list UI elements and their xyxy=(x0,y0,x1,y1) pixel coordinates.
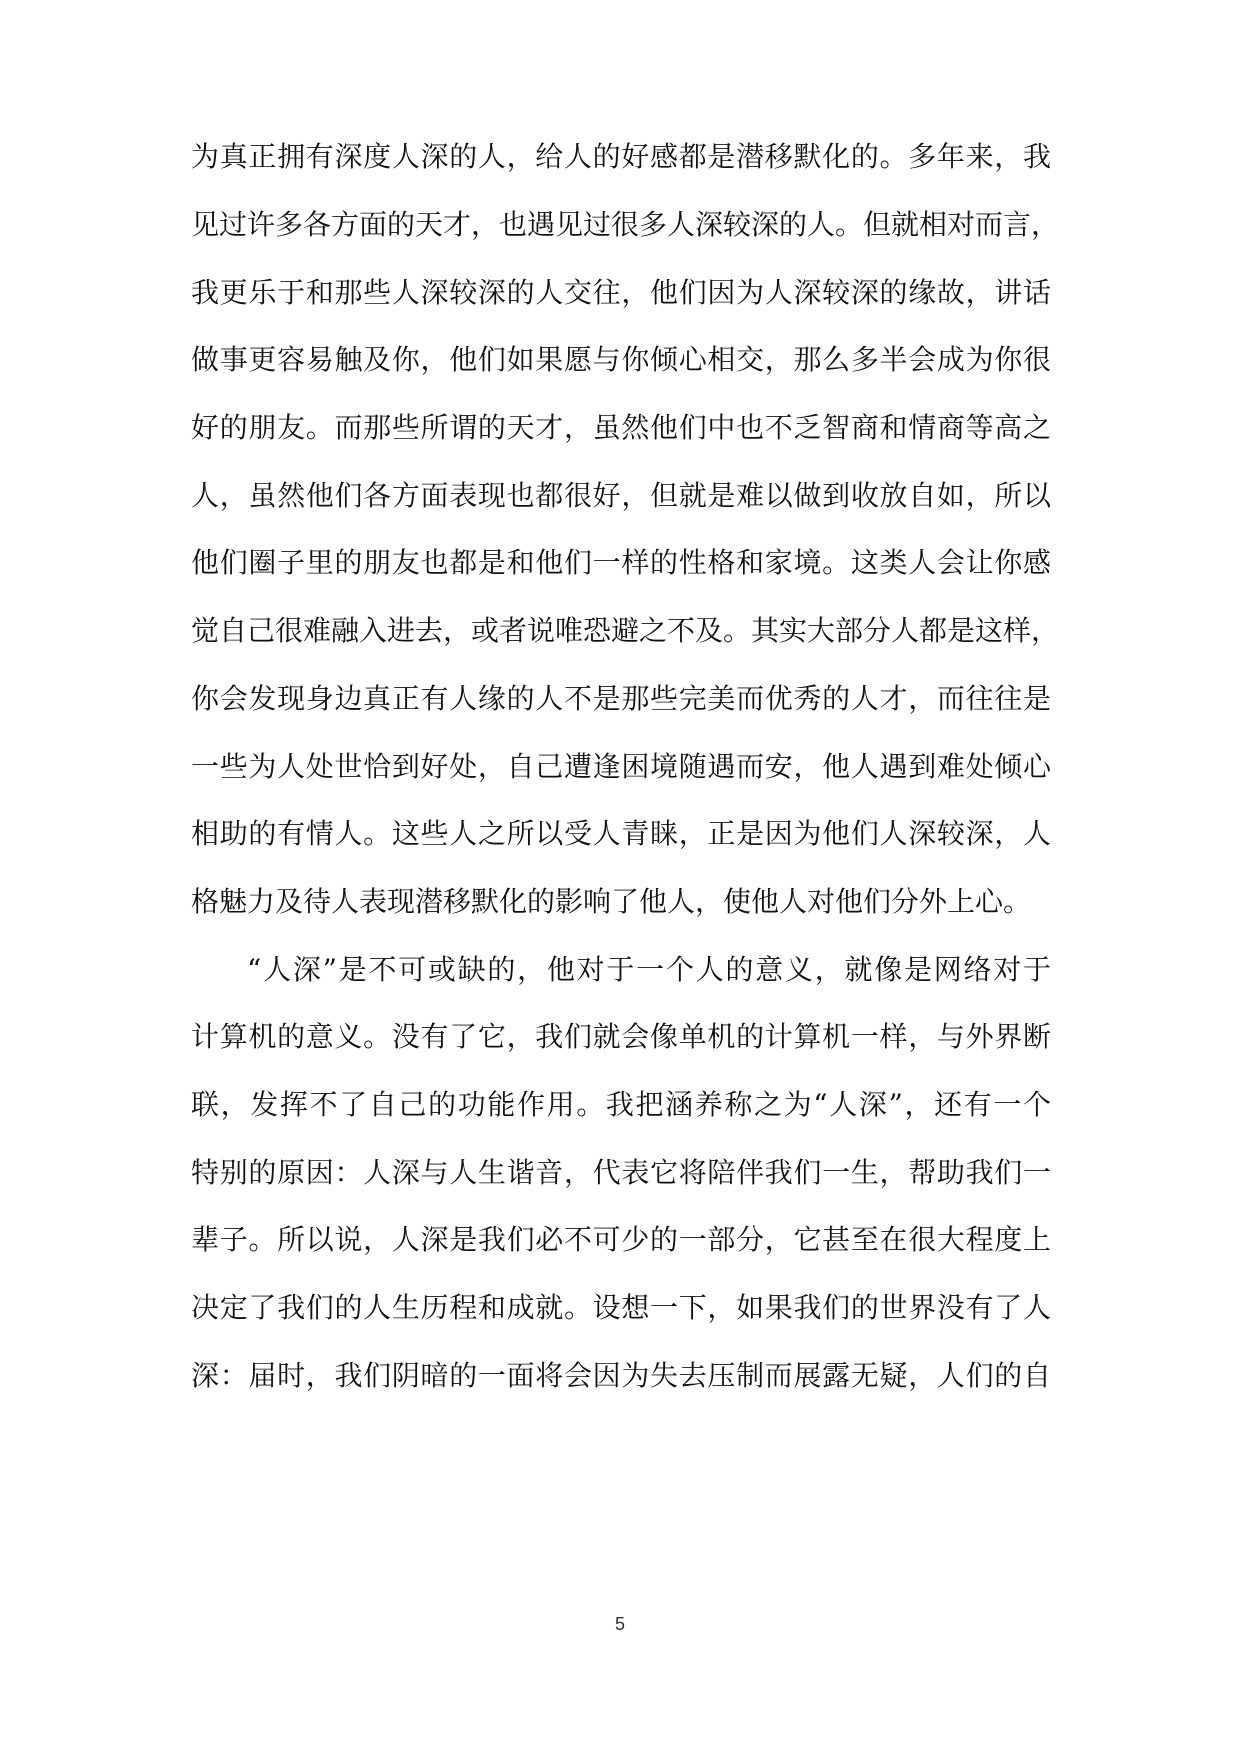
text-line: 计算机的意义。没有了它，我们就会像单机的计算机一样，与外界断 xyxy=(191,1020,1051,1053)
text-line: 觉自己很难融入进去，或者说唯恐避之不及。其实大部分人都是这样， xyxy=(191,614,1060,647)
paragraph-first-line: “人深”是不可或缺的，他对于一个人的意义，就像是网络对于 xyxy=(247,953,1051,986)
text-line: 相助的有情人。这些人之所以受人青睐，正是因为他们人深较深，人 xyxy=(191,817,1051,850)
text-line: 你会发现身边真正有人缘的人不是那些完美而优秀的人才，而往往是 xyxy=(191,682,1051,715)
text-line: 一些为人处世恰到好处，自己遭逢困境随遇而安，他人遇到难处倾心 xyxy=(191,750,1051,783)
text-line: 深：届时，我们阴暗的一面将会因为失去压制而展露无疑，人们的自 xyxy=(191,1359,1051,1392)
paragraph-end-line: 格魅力及待人表现潜移默化的影响了他人，使他人对他们分外上心。 xyxy=(191,885,1032,918)
text-line: 好的朋友。而那些所谓的天才，虽然他们中也不乏智商和情商等高之 xyxy=(191,411,1051,444)
text-line: 特别的原因：人深与人生谐音，代表它将陪伴我们一生，帮助我们一 xyxy=(191,1156,1051,1189)
text-line: 他们圈子里的朋友也都是和他们一样的性格和家境。这类人会让你感 xyxy=(191,546,1051,579)
page-number: 5 xyxy=(614,1614,625,1634)
text-line: 人，虽然他们各方面表现也都很好，但就是难以做到收放自如，所以 xyxy=(191,479,1051,512)
text-line: 做事更容易触及你，他们如果愿与你倾心相交，那么多半会成为你很 xyxy=(191,343,1051,376)
text-line: 决定了我们的人生历程和成就。设想一下，如果我们的世界没有了人 xyxy=(191,1291,1051,1324)
text-line: 辈子。所以说，人深是我们必不可少的一部分，它甚至在很大程度上 xyxy=(191,1223,1051,1256)
text-line: 见过许多各方面的天才，也遇见过很多人深较深的人。但就相对而言， xyxy=(191,208,1060,241)
text-line: 为真正拥有深度人深的人，给人的好感都是潜移默化的。多年来，我 xyxy=(191,140,1051,173)
text-line: 我更乐于和那些人深较深的人交往，他们因为人深较深的缘故，讲话 xyxy=(191,276,1051,309)
text-line: 联，发挥不了自己的功能作用。我把涵养称之为“人深”，还有一个 xyxy=(191,1088,1051,1121)
